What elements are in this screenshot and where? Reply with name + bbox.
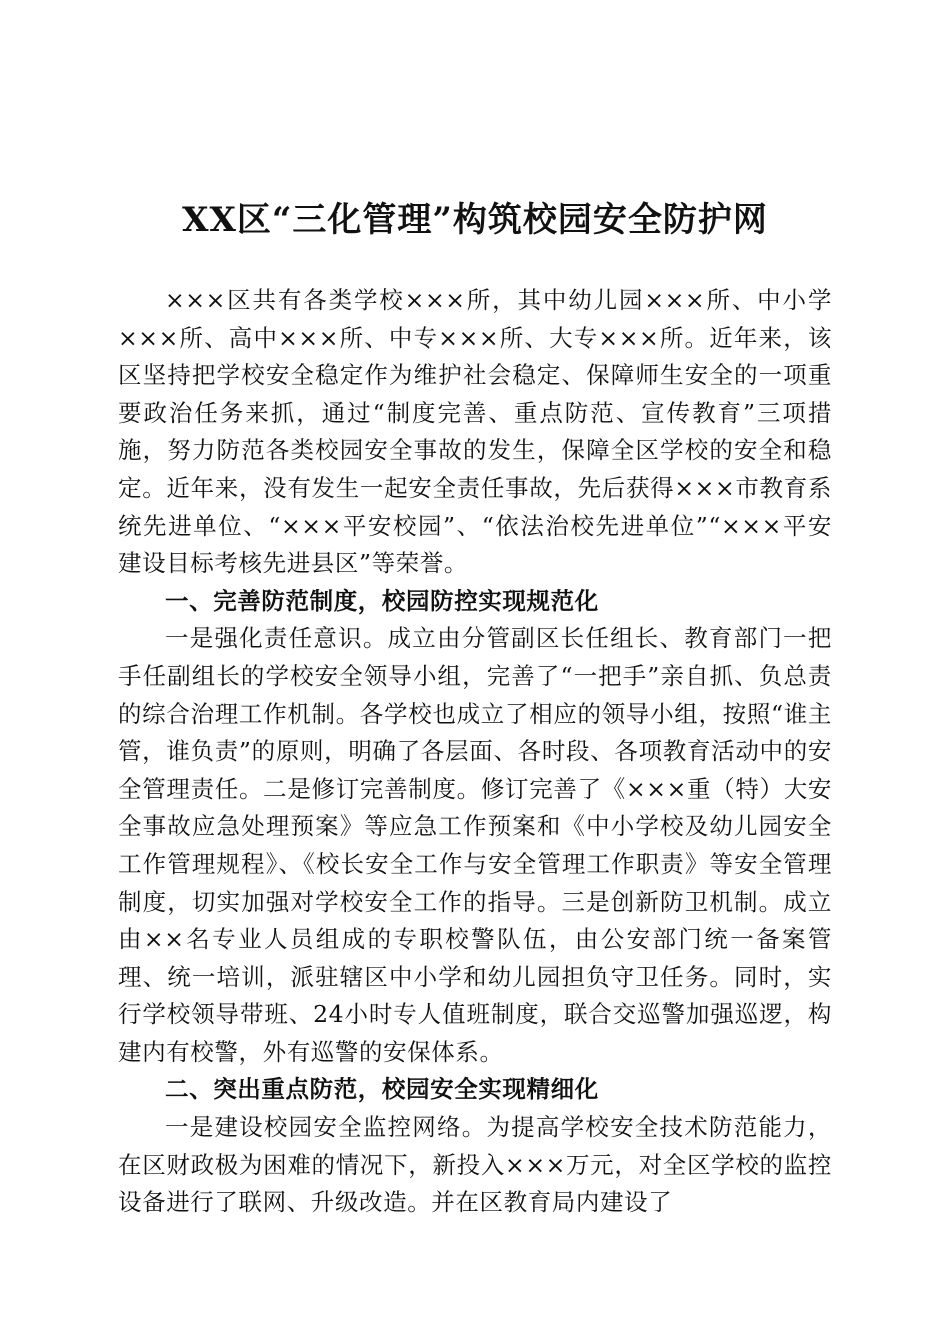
intro-paragraph: ×××区共有各类学校×××所，其中幼儿园×××所、中小学×××所、高中×××所、中专×××所、大专×××所。近年来，该区坚持把学校安全稳定作为维护社会稳定、保障师生安全的一项重要政治任务来抓，通过“制度完善、重点防范、宣传教育”三项措施，努力防范各类校园安全事故的发生，保障全区学校的安全和稳定。近年来，没有发生一起安全责任事故，先后获得×××市教育系统先进单位、“×××平安校园”、“依法治校先进单位”“×××平安建设目标考核先进县区”等荣誉。 xyxy=(118,286,832,578)
document-body xyxy=(118,282,832,1222)
section-1-paragraph: 一是强化责任意识。成立由分管副区长任组长、教育部门一把手任副组长的学校安全领导小组，完善了“一把手”亲自抓、负总责的综合治理工作机制。各学校也成立了相应的领导小组，按照“谁主管，谁负责”的原则，明确了各层面、各时段、各项教育活动中的安全管理责任。二是修订完善制度。修订完善了《×××重（特）大安全事故应急处理预案》等应急工作预案和《中小学校及幼儿园安全工作管理规程》、《校长安全工作与安全管理工作职责》等安全管理制度，切实加强对学校安全工作的指导。三是创新防卫机制。成立由××名专业人员组成的专职校警队伍，由公安部门统一备案管理、统一培训，派驻辖区中小学和幼儿园担负守卫任务。同时，实行学校领导带班、24小时专人值班制度，联合交巡警加强巡逻，构建内有校警，外有巡警的安保体系。 xyxy=(118,624,832,1066)
document-title: XX区“三化管理”构筑校园安全防护网 xyxy=(182,200,768,240)
section-1-heading: 一、完善防范制度，校园防控实现规范化 xyxy=(165,586,599,615)
section-2-heading: 二、突出重点防范，校园安全实现精细化 xyxy=(165,1075,599,1104)
section-2-paragraph: 一是建设校园安全监控网络。为提高学校安全技术防范能力，在区财政极为困难的情况下，新投入×××万元，对全区学校的监控设备进行了联网、升级改造。并在区教育局内建设了 xyxy=(118,1113,832,1217)
